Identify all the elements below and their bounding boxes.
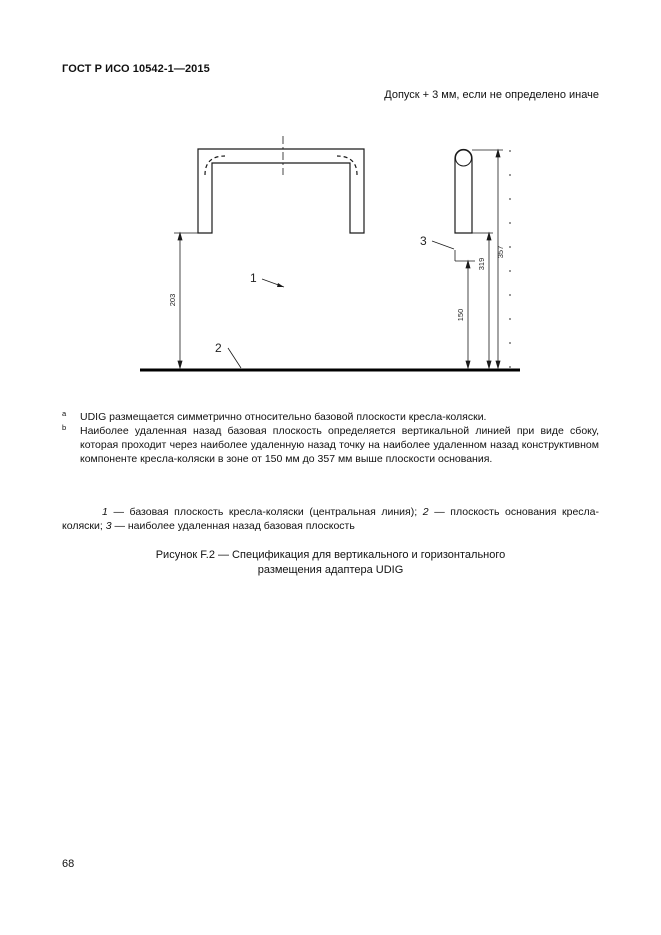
dim-203-label: 203: [168, 293, 177, 307]
legend-text-3: — наиболее удаленная назад базовая плоскость: [111, 520, 355, 532]
callout-1-label: 1: [250, 271, 257, 285]
footnote-a: [62, 410, 599, 424]
dimension-203: [174, 233, 198, 368]
document-standard-header: ГОСТ Р ИСО 10542-1—2015: [62, 63, 210, 75]
footnote-b-text: Наиболее удаленная назад базовая плоскость определяется вертикальной линией при виде сбоку, которая проходит через наиболее удаленную назад точку на наиболее удаленном назад конструктивном компоненте кресла-коляски в зоне от 150 мм до 357 мм выше плоскости основания.: [80, 425, 599, 465]
footnote-b-mark: b: [62, 423, 67, 432]
callout-3-label: 3: [420, 234, 427, 248]
footnote-a-mark: a: [62, 409, 67, 418]
caption-line-1: Рисунок F.2 — Спецификация для вертикального и горизонтального: [155, 549, 506, 561]
figure-caption: [62, 548, 599, 578]
page-number: 68: [62, 858, 75, 870]
dimension-319: [472, 233, 493, 368]
udig-side-bar: [455, 150, 472, 234]
callout-3-leader: [432, 241, 454, 249]
callout-1-arrow: [277, 283, 284, 287]
udig-bar-outer: [198, 149, 364, 233]
dim-319-label: 319: [477, 257, 486, 271]
udig-bar-dashed-left: [205, 156, 225, 175]
legend-num-1: 1: [102, 506, 108, 518]
caption-line-2: размещения адаптера UDIG: [257, 564, 404, 576]
udig-side-bar-section: [456, 150, 472, 166]
legend-num-3: 3: [105, 520, 112, 532]
footnote-a-text: UDIG размещается симметрично относительно базовой плоскости кресла-коляски.: [80, 411, 487, 423]
tolerance-note: Допуск + 3 мм, если не определено иначе: [384, 89, 599, 101]
legend-text-1: — базовая плоскость кресла-коляски (центральная линия);: [107, 506, 423, 518]
udig-side-view: [455, 150, 472, 234]
figure-legend: [62, 505, 599, 533]
udig-front-view: [198, 149, 364, 233]
dim-357-label: 357: [496, 245, 505, 259]
dim-150-label: 150: [456, 308, 465, 322]
footnote-b: [62, 424, 599, 466]
callout-2-label: 2: [215, 341, 222, 355]
callout-2-leader: [228, 348, 241, 368]
udig-bar-dashed-right: [337, 156, 357, 175]
legend-num-2: 2: [422, 506, 429, 518]
legend-text-2: — плоскость основания кресла-коляски;: [62, 506, 599, 532]
